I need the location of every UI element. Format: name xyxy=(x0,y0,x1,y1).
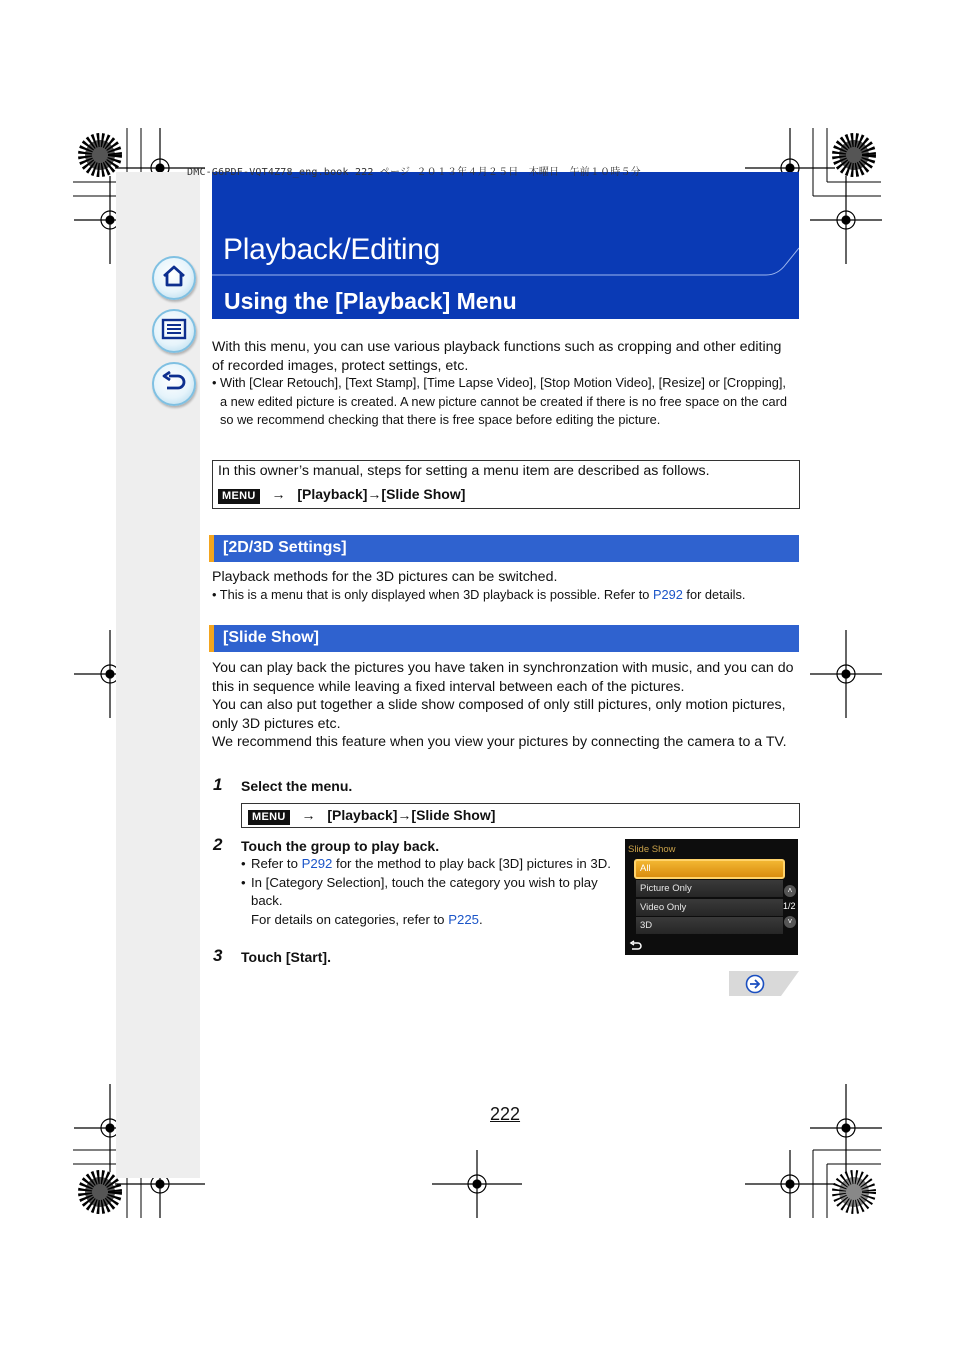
step-3-title: Touch [Start]. xyxy=(241,949,331,965)
bullet-text: In [Category Selection], touch the category you wish to play back. xyxy=(251,874,598,908)
step2-bullet-1 xyxy=(241,855,615,874)
menu-badge: MENU xyxy=(218,489,260,504)
back-button[interactable] xyxy=(152,362,196,406)
section-bar-2d3d xyxy=(212,535,799,562)
menu-list-icon xyxy=(161,318,187,345)
note-2d3d-after: for details. xyxy=(682,587,746,602)
step-3-number: 3 xyxy=(213,946,223,965)
step1-menu-path xyxy=(248,807,495,825)
print-info-line: DMC-G6PDF-VQT4Z78_eng.book 222 ページ ２０１３年４月２５日 木曜日 午前１０時５分 xyxy=(187,167,641,178)
slideshow-p2: You can also put together a slide show composed of only still pictures, only motion pictures, only 3D pictures etc. xyxy=(212,697,786,732)
howto-text: In this owner’s manual, steps for setting a menu item are described as follows. xyxy=(218,463,710,479)
page-indicator: 1/2 xyxy=(783,901,796,911)
howto-box xyxy=(212,460,800,509)
slideshow-p3: We recommend this feature when you view your pictures by connecting the camera to a TV. xyxy=(212,734,787,750)
slideshow-text xyxy=(212,659,800,752)
intro-paragraph: With this menu, you can use various playback functions such as cropping and other editing of recorded images, protect settings, etc. xyxy=(212,339,782,374)
section-title-2d3d: [2D/3D Settings] xyxy=(223,539,347,556)
option-all[interactable]: All xyxy=(634,859,785,879)
chapter-title: Playback/Editing xyxy=(223,233,440,266)
home-icon xyxy=(161,264,187,293)
option-video-only[interactable]: Video Only xyxy=(636,899,783,916)
scroll-down-button[interactable] xyxy=(784,916,796,928)
link-p292[interactable]: P292 xyxy=(652,587,683,602)
howto-menu-path xyxy=(218,486,465,504)
next-page-button[interactable] xyxy=(729,971,799,996)
step2-bullet-2-sub xyxy=(251,911,615,930)
menu-path: [Playback]→[Slide Show] xyxy=(327,807,496,823)
camera-screen xyxy=(625,839,798,955)
return-icon xyxy=(629,940,643,952)
text-2d3d: Playback methods for the 3D pictures can be switched. xyxy=(212,569,558,585)
step-2-number: 2 xyxy=(213,835,223,854)
slideshow-p1: You can play back the pictures you have taken in synchronzation with music, and you can do this in sequence while leaving a fixed interval between each of the pictures. xyxy=(212,660,794,695)
section-title: Using the [Playback] Menu xyxy=(224,288,517,314)
step-1-number: 1 xyxy=(213,775,223,794)
step1-menu-box xyxy=(241,803,800,828)
back-arrow-icon xyxy=(161,371,187,398)
home-button[interactable] xyxy=(152,256,196,300)
section-title-slideshow: [Slide Show] xyxy=(223,629,319,646)
chevron-down-icon: ˅ xyxy=(787,917,793,926)
bullet-dot: • xyxy=(241,874,246,890)
step-1-title: Select the menu. xyxy=(241,778,353,794)
bullet-text: For details on categories, refer to xyxy=(251,911,449,927)
next-page-arrow-icon xyxy=(745,974,765,999)
section-bar-slideshow xyxy=(212,625,799,652)
bullet-text: . xyxy=(479,911,483,927)
menu-path: [Playback]→[Slide Show] xyxy=(297,486,466,502)
intro-note: • With [Clear Retouch], [Text Stamp], [Time Lapse Video], [Stop Motion Video], [Resize] or [Cropping], a new edited picture is created. A new picture cannot be created if there is no free space on the card so we recommend checking that there is free space before editing the picture. xyxy=(212,375,787,427)
return-button[interactable] xyxy=(629,939,643,951)
step2-bullets xyxy=(241,855,615,929)
page-number: 222 xyxy=(490,1104,521,1124)
bullet-text: for the method to play back [3D] pictures in 3D. xyxy=(332,856,611,871)
menu-badge: MENU xyxy=(248,810,290,825)
note-2d3d xyxy=(212,586,802,605)
scroll-up-button[interactable] xyxy=(784,885,796,897)
menu-list-button[interactable] xyxy=(152,309,196,353)
chevron-up-icon: ˄ xyxy=(787,886,793,895)
camera-screen-title: Slide Show xyxy=(628,844,676,855)
option-picture-only[interactable]: Picture Only xyxy=(636,880,783,897)
note-2d3d-text: • This is a menu that is only displayed when 3D playback is possible. Refer to xyxy=(212,587,653,602)
bullet-text: Refer to xyxy=(251,856,302,871)
step-2-title: Touch the group to play back. xyxy=(241,838,440,854)
bullet-dot: • xyxy=(241,856,246,871)
arrow: → xyxy=(271,486,286,502)
link-p292[interactable]: P292 xyxy=(301,856,333,871)
option-3d[interactable]: 3D xyxy=(636,917,783,934)
arrow: → xyxy=(301,807,316,823)
step2-bullet-2 xyxy=(241,874,615,911)
link-p225[interactable]: P225 xyxy=(448,911,479,927)
